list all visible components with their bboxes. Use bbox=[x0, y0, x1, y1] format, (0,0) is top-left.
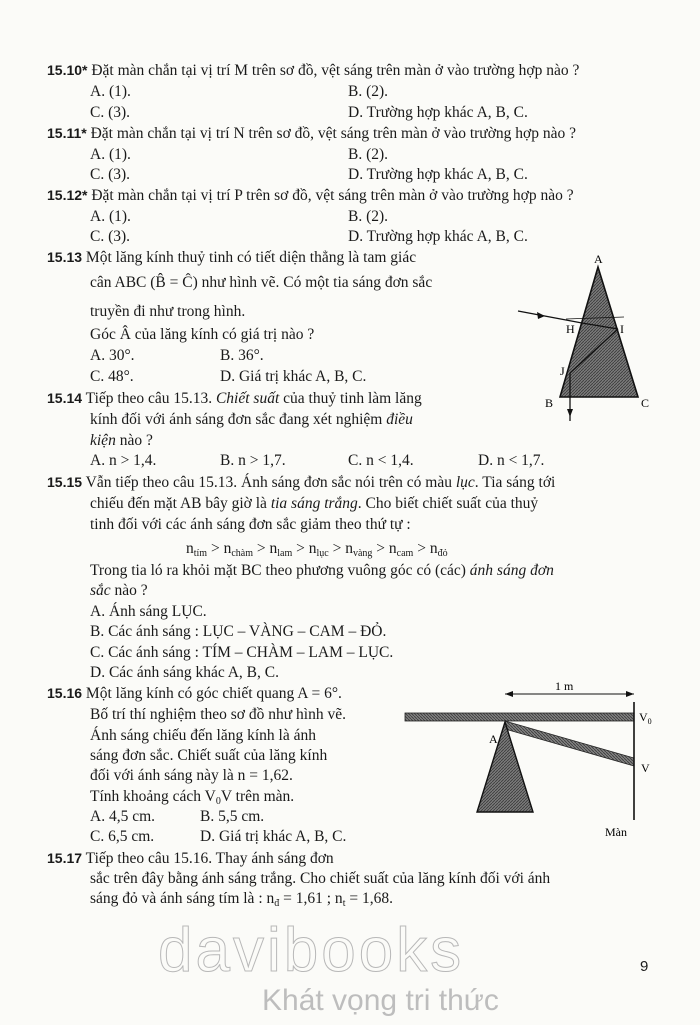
question-text: Đặt màn chắn tại vị trí M trên sơ đồ, vệt sáng trên màn ở vào trường hợp nào ? bbox=[91, 62, 580, 79]
question-text: Tiếp theo câu 15.16. Thay ánh sáng đơn bbox=[85, 850, 334, 867]
question-text-italic: ánh sáng đơn bbox=[469, 562, 554, 579]
point-label-v: V bbox=[641, 761, 650, 775]
vertex-label-b: B bbox=[545, 396, 554, 410]
option-a: A. (1). bbox=[90, 83, 131, 100]
question-text: nào ? bbox=[110, 582, 148, 599]
question-text: Một lăng kính thuỷ tinh có tiết diện thẳng là tam giác bbox=[85, 249, 417, 266]
question-15-13 bbox=[47, 249, 416, 267]
question-number: 15.11* bbox=[47, 125, 87, 141]
prism-triangle bbox=[477, 722, 533, 812]
option-b: B. n > 1,7. bbox=[220, 452, 286, 469]
light-beam bbox=[405, 713, 634, 721]
question-text: Tiếp theo câu 15.13. bbox=[85, 390, 216, 407]
option-b: B. 36°. bbox=[220, 347, 264, 364]
option-d: D. Trường hợp khác A, B, C. bbox=[348, 166, 528, 183]
option-d: D. Trường hợp khác A, B, C. bbox=[348, 228, 528, 245]
question-15-10 bbox=[47, 62, 579, 80]
question-15-16 bbox=[47, 685, 342, 703]
question-text: của thuỷ tinh làm lăng bbox=[279, 390, 422, 407]
question-15-11 bbox=[47, 125, 576, 143]
arrow-icon bbox=[537, 312, 545, 319]
option-a: A. n > 1,4. bbox=[90, 452, 157, 469]
option-a: A. (1). bbox=[90, 208, 131, 225]
option-c: C. (3). bbox=[90, 228, 131, 245]
question-text-line bbox=[90, 495, 538, 513]
question-text-italic: tia sáng trắng bbox=[270, 495, 358, 512]
question-text: Một lăng kính có góc chiết quang A = 6°. bbox=[85, 685, 342, 702]
question-15-15 bbox=[47, 474, 555, 492]
option-a: A. (1). bbox=[90, 146, 131, 163]
option-b: B. (2). bbox=[348, 208, 389, 225]
question-number: 15.17 bbox=[47, 850, 83, 866]
option-b: B. (2). bbox=[348, 146, 389, 163]
question-15-12 bbox=[47, 187, 574, 205]
option-a: A. 30°. bbox=[90, 347, 135, 364]
arrow-icon bbox=[567, 409, 573, 417]
point-label-j: J bbox=[560, 364, 565, 378]
question-text: nào ? bbox=[115, 432, 153, 449]
question-text: kính đối với ánh sáng đơn sắc đang xét nghiệm bbox=[90, 411, 387, 428]
option-c: C. (3). bbox=[90, 166, 131, 183]
option-a: A. 4,5 cm. bbox=[90, 808, 156, 825]
vertex-label-a: A bbox=[489, 732, 498, 746]
point-label-i: I bbox=[620, 322, 624, 336]
point-label-v0: $V_0$ bbox=[639, 710, 652, 726]
option-a: A. Ánh sáng LỤC. bbox=[90, 603, 207, 620]
question-number: 15.15 bbox=[47, 474, 83, 490]
question-text-italic: Chiết suất bbox=[215, 390, 280, 407]
question-text-italic: kiện bbox=[90, 432, 116, 449]
question-number: 15.14 bbox=[47, 390, 83, 406]
option-b: B. Các ánh sáng : LỤC – VÀNG – CAM – ĐỎ. bbox=[90, 623, 387, 640]
prism-abc-figure bbox=[500, 245, 670, 425]
question-text: Đặt màn chắn tại vị trí N trên sơ đồ, vệt sáng trên màn ở vào trường hợp nào ? bbox=[90, 125, 576, 142]
option-d: D. n < 1,7. bbox=[478, 452, 545, 469]
question-text: tinh đối với các ánh sáng đơn sắc giảm theo thứ tự : bbox=[90, 516, 411, 533]
distance-label: 1 m bbox=[555, 679, 574, 693]
question-text-italic: điều bbox=[386, 411, 413, 428]
question-text: truyền đi như trong hình. bbox=[90, 303, 246, 320]
question-text: Vẫn tiếp theo câu 15.13. Ánh sáng đơn sắc nói trên có màu bbox=[85, 474, 456, 491]
question-text-line bbox=[90, 411, 413, 429]
question-text: chiếu đến mặt AB bây giờ là bbox=[90, 495, 271, 512]
option-c: C. n < 1,4. bbox=[348, 452, 414, 469]
option-d: D. Trường hợp khác A, B, C. bbox=[348, 104, 528, 121]
page-number: 9 bbox=[640, 958, 649, 975]
question-text: cân ABC (B̂ = Ĉ) như hình vẽ. Có một tia sáng đơn sắc bbox=[90, 274, 433, 291]
question-number: 15.16 bbox=[47, 685, 83, 701]
question-text-italic: lục bbox=[455, 474, 475, 491]
question-text: đối với ánh sáng này là n = 1,62. bbox=[90, 767, 293, 784]
refractive-index-order: $n_{tím} > n_{chàm} > n_{lam} > n_{lục} > n_{vàng} > n_{cam} > n_{đỏ}$ bbox=[186, 540, 448, 559]
question-text-line: sáng đỏ và ánh sáng tím là : $n_đ = 1,61$ ; $n_t = 1,68$. bbox=[90, 890, 393, 909]
option-c: C. 6,5 cm. bbox=[90, 828, 155, 845]
question-text: Góc Â của lăng kính có giá trị nào ? bbox=[90, 326, 315, 343]
option-d: D. Các ánh sáng khác A, B, C. bbox=[90, 664, 279, 681]
question-text: . Cho biết chiết suất của thuỷ bbox=[357, 495, 539, 512]
watermark-brand: davibooks bbox=[158, 916, 465, 985]
deviated-beam bbox=[505, 721, 634, 766]
option-b: B. 5,5 cm. bbox=[200, 808, 265, 825]
question-15-14 bbox=[47, 390, 422, 408]
question-number: 15.12* bbox=[47, 187, 88, 203]
arrow-icon bbox=[626, 691, 634, 697]
option-d: D. Giá trị khác A, B, C. bbox=[200, 828, 347, 845]
option-c: C. (3). bbox=[90, 104, 131, 121]
question-text-line: Tính khoảng cách $V_0V$ trên màn. bbox=[90, 788, 295, 807]
vertex-label-a: A bbox=[594, 252, 603, 266]
watermark-slogan: Khát vọng tri thức bbox=[262, 984, 499, 1017]
option-d: D. Giá trị khác A, B, C. bbox=[220, 368, 367, 385]
screen-label: Màn bbox=[605, 825, 627, 839]
question-text-line bbox=[90, 432, 153, 450]
question-text-line bbox=[90, 582, 148, 600]
question-text: Bố trí thí nghiệm theo sơ đồ như hình vẽ. bbox=[90, 706, 346, 723]
option-c: C. 48°. bbox=[90, 368, 134, 385]
point-label-h: H bbox=[566, 322, 575, 336]
question-number: 15.10* bbox=[47, 62, 88, 78]
option-c: C. Các ánh sáng : TÍM – CHÀM – LAM – LỤC. bbox=[90, 644, 394, 661]
prism-screen-figure bbox=[405, 680, 667, 850]
question-text: . Tia sáng tới bbox=[474, 474, 556, 491]
question-15-17 bbox=[47, 850, 334, 868]
question-number: 15.13 bbox=[47, 249, 83, 265]
question-text: sắc trên đây bằng ánh sáng trắng. Cho chiết suất của lăng kính đối với ánh bbox=[90, 870, 551, 887]
question-text-italic: sắc bbox=[90, 582, 111, 599]
question-text: sáng đơn sắc. Chiết suất của lăng kính bbox=[90, 747, 328, 764]
vertex-label-c: C bbox=[641, 396, 650, 410]
arrow-icon bbox=[505, 691, 513, 697]
question-text: Trong tia ló ra khỏi mặt BC theo phương vuông góc có (các) bbox=[90, 562, 470, 579]
question-text: Ánh sáng chiếu đến lăng kính là ánh bbox=[90, 727, 316, 744]
option-b: B. (2). bbox=[348, 83, 389, 100]
question-text: Đặt màn chắn tại vị trí P trên sơ đồ, vệt sáng trên màn ở vào trường hợp nào ? bbox=[91, 187, 574, 204]
question-text-line bbox=[90, 562, 554, 580]
